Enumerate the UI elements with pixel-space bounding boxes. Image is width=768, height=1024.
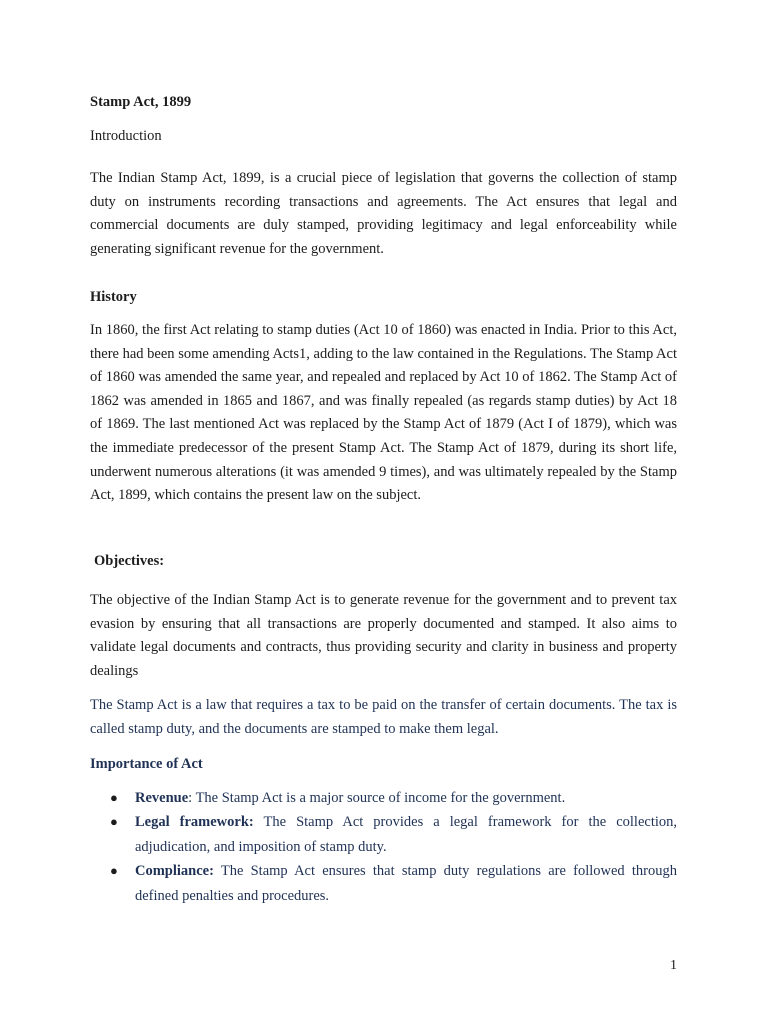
bullet-separator: : [188, 790, 193, 806]
objectives-heading: Objectives: [94, 553, 165, 569]
introduction-paragraph: The Indian Stamp Act, 1899, is a crucial piece of legislation that governs the collection of stamp duty on instruments recording transactions and agreements. The Act ensures that legal and commercial documents are duly stamped, providing legitimacy and legal enforceability while generating significant revenue for the government. [90, 170, 677, 257]
bullet-text: The Stamp Act provides a legal framework for the collection, adjudication, and imposition of stamp duty. [135, 814, 677, 855]
bullet-text: The Stamp Act is a major source of income for the government. [192, 790, 566, 806]
bullet-text: The Stamp Act ensures that stamp duty regulations are followed through defined penalties and procedures. [135, 863, 677, 904]
bullet-icon: ● [110, 790, 118, 805]
list-item [90, 810, 677, 859]
history-paragraph: In 1860, the first Act relating to stamp duties (Act 10 of 1860) was enacted in India. Prior to this Act, there had been some amending Acts1, adding to the law contained in the Regulations. The Stamp Act of 1860 was amended the same year, and repealed and replaced by Act 10 of 1862. The Stamp Act of 1862 was amended in 1865 and 1867, and was finally repealed (as regards stamp duties) by Act 18 of 1869. The last mentioned Act was replaced by the Stamp Act of 1879 (Act I of 1879), which was the immediate predecessor of the present Stamp Act. The Stamp Act of 1879, during its short life, underwent numerous alterations (it was amended 9 times), and was ultimately repealed by the Stamp Act, 1899, which contains the present law on the subject. [90, 322, 677, 504]
importance-list [90, 786, 677, 908]
page-number: 1 [670, 958, 677, 973]
objectives-paragraph: The objective of the Indian Stamp Act is to generate revenue for the government and to prevent tax evasion by ensuring that all transactions are properly documented and stamped. It also aims to validate legal documents and contracts, thus providing security and clarity in business and property dealings [90, 592, 677, 679]
bullet-term: Legal framework: [135, 814, 254, 831]
document-title: Stamp Act, 1899 [90, 94, 192, 110]
bullet-icon: ● [110, 814, 118, 830]
bullet-icon: ● [110, 863, 118, 879]
stamp-duty-paragraph: The Stamp Act is a law that requires a tax to be paid on the transfer of certain documents. The tax is called stamp duty, and the documents are stamped to make them legal. [90, 697, 677, 737]
bullet-term: Revenue [135, 790, 189, 806]
importance-heading: Importance of Act [90, 756, 203, 772]
list-item [90, 786, 677, 810]
introduction-heading: Introduction [90, 128, 162, 144]
list-item [90, 859, 677, 908]
history-heading: History [90, 289, 137, 305]
bullet-term: Compliance: [135, 863, 214, 880]
